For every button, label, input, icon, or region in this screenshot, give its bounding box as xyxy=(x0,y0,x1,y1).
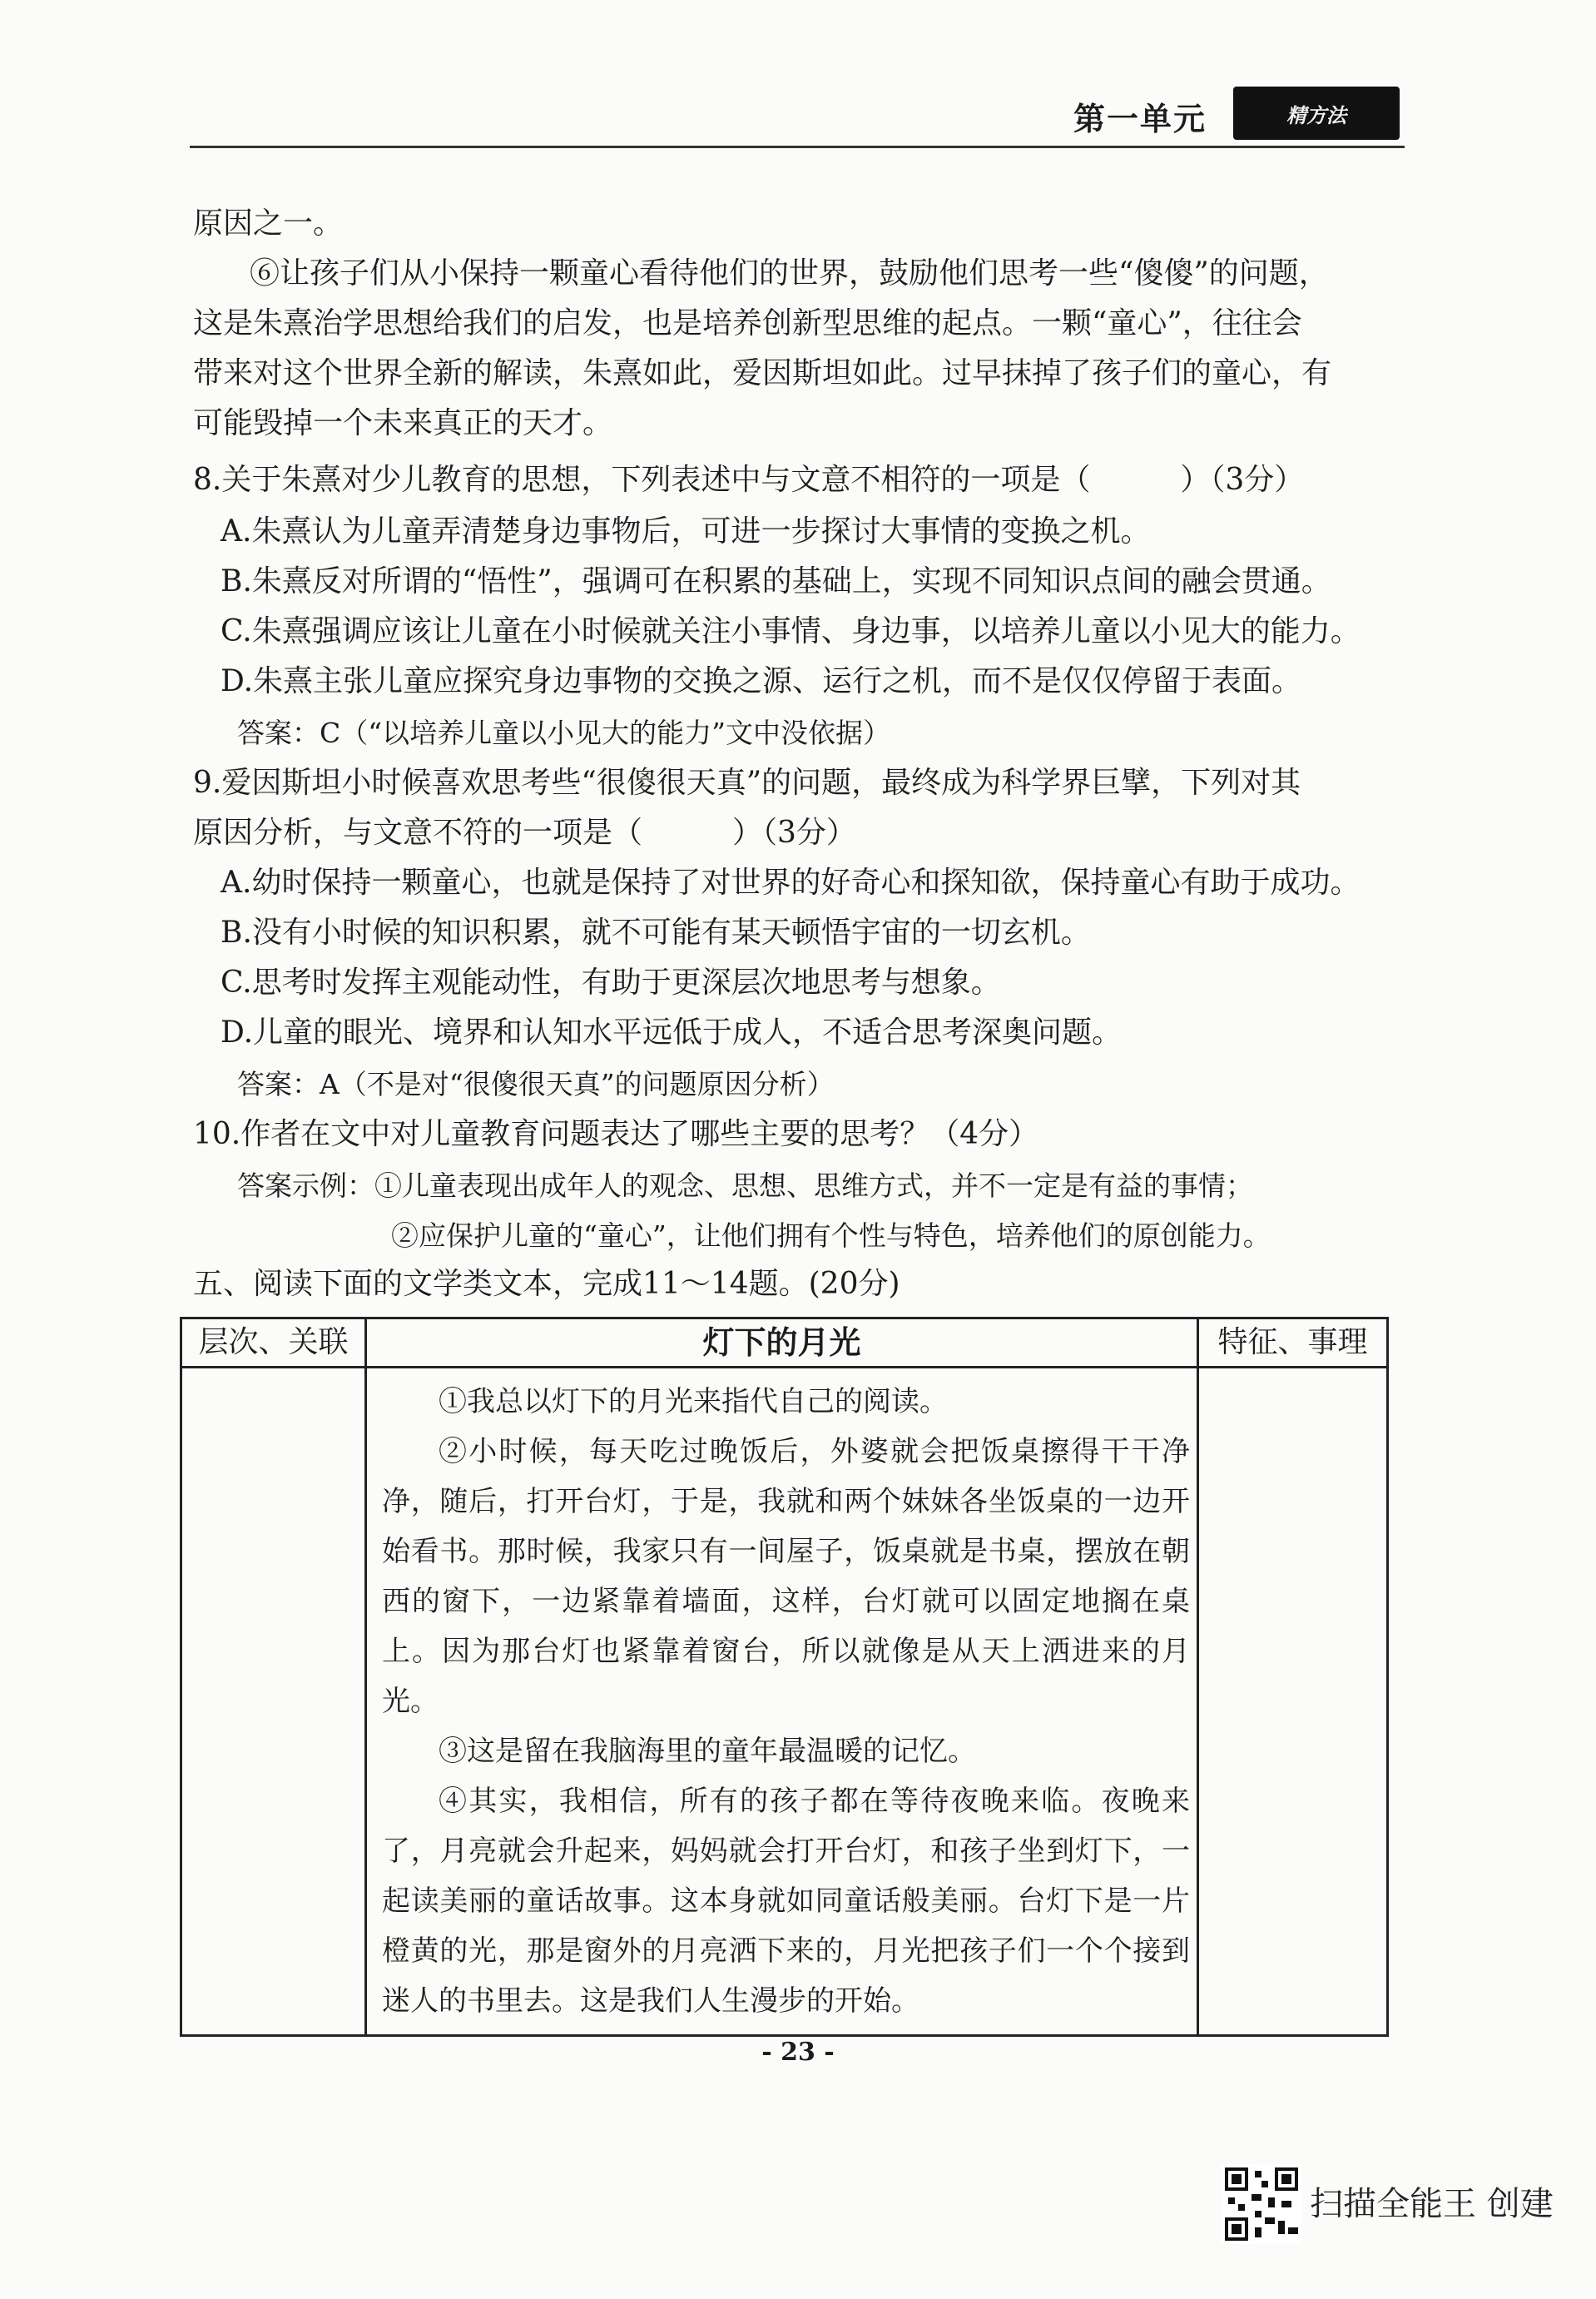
column-header-structure: 层次、关联 xyxy=(181,1318,366,1368)
question-9-stem-cont: 原因分析，与文意不符的一项是（ ）（3分） xyxy=(193,816,856,850)
question-8-option-c: C.朱熹强调应该让儿童在小时候就关注小事情、身边事，以培养儿童以小见大的能力。 xyxy=(221,614,1361,648)
question-9-answer: 答案：A（不是对“很傻很天真”的问题原因分析） xyxy=(237,1068,835,1100)
section-5-heading: 五、阅读下面的文学类文本，完成11～14题。(20分) xyxy=(193,1267,900,1301)
body-line: 可能毁掉一个未来真正的天才。 xyxy=(193,406,613,440)
passage-paragraph: ②小时候，每天吃过晚饭后，外婆就会把饭桌擦得干干净净，随后，打开台灯，于是，我就和两个妹妹各坐饭桌的一边开始看书。那时候，我家只有一间屋子，饭桌就是书桌，摆放在朝西的窗下，一边紧靠着墙面，这样，台灯就可以固定地搁在桌上。因为那台灯也紧靠着窗台，所以就像是从天上洒进来的月光。 xyxy=(382,1435,1190,1718)
body-line: ⑥让孩子们从小保持一颗童心看待他们的世界，鼓励他们思考一些“傻傻”的问题， xyxy=(250,256,1329,290)
question-9-option-c: C.思考时发挥主观能动性，有助于更深层次地思考与想象。 xyxy=(221,966,1001,1000)
qr-code-icon xyxy=(1222,2164,1301,2244)
page-number: - 23 - xyxy=(761,2038,835,2067)
question-8-option-d: D.朱熹主张儿童应探究身边事物的交换之源、运行之机，而不是仅仅停留于表面。 xyxy=(221,664,1302,698)
header-divider xyxy=(190,146,1405,148)
question-10-answer-2: ②应保护儿童的“童心”，让他们拥有个性与特色，培养他们的原创能力。 xyxy=(391,1219,1271,1252)
passage-paragraph: ③这是留在我脑海里的童年最温暖的记忆。 xyxy=(439,1735,976,1768)
body-line: 原因之一。 xyxy=(193,206,344,241)
passage-title: 灯下的月光 xyxy=(366,1318,1198,1368)
annotation-cell-right xyxy=(1198,1368,1388,2036)
passage-body xyxy=(366,1368,1198,2036)
brand-logo xyxy=(1233,87,1400,140)
question-8-stem: 8.关于朱熹对少儿教育的思想，下列表述中与文意不相符的一项是（ ）（3分） xyxy=(193,463,1305,497)
question-9-option-b: B.没有小时候的知识积累，就不可能有某天顿悟宇宙的一切玄机。 xyxy=(221,916,1091,950)
body-line: 这是朱熹治学思想给我们的启发，也是培养创新型思维的起点。一颗“童心”，往往会 xyxy=(193,306,1302,340)
reading-table xyxy=(180,1317,1389,2037)
question-9-option-a: A.幼时保持一颗童心，也就是保持了对世界的好奇心和探知欲，保持童心有助于成功。 xyxy=(221,866,1361,900)
column-header-features: 特征、事理 xyxy=(1198,1318,1388,1368)
question-9-option-d: D.儿童的眼光、境界和认知水平远低于成人，不适合思考深奥问题。 xyxy=(221,1015,1123,1050)
question-8-option-b: B.朱熹反对所谓的“悟性”，强调可在积累的基础上，实现不同知识点间的融会贯通。 xyxy=(221,564,1331,598)
question-10-stem: 10.作者在文中对儿童教育问题表达了哪些主要的思考？（4分） xyxy=(193,1117,1039,1151)
brand-logo-text: 精方法 xyxy=(1286,102,1346,127)
question-10-answer-1: 答案示例：①儿童表现出成年人的观念、思想、思维方式，并不一定是有益的事情； xyxy=(237,1169,1253,1202)
body-line: 带来对这个世界全新的解读，朱熹如此，爱因斯坦如此。过早抹掉了孩子们的童心，有 xyxy=(193,356,1332,390)
question-9-stem: 9.爱因斯坦小时候喜欢思考些“很傻很天真”的问题，最终成为科学界巨擘，下列对其 xyxy=(193,766,1301,800)
scanner-watermark: 扫描全能王 创建 xyxy=(1310,2185,1554,2223)
passage-paragraph: ①我总以灯下的月光来指代自己的阅读。 xyxy=(439,1385,948,1418)
question-8-answer: 答案：C（“以培养儿童以小见大的能力”文中没依据） xyxy=(237,717,890,749)
question-8-option-a: A.朱熹认为儿童弄清楚身边事物后，可进一步探讨大事情的变换之机。 xyxy=(221,514,1151,549)
unit-title: 第一单元 xyxy=(1073,101,1207,137)
passage-paragraph: ④其实，我相信，所有的孩子都在等待夜晚来临。夜晚来了，月亮就会升起来，妈妈就会打开台灯，和孩子坐到灯下，一起读美丽的童话故事。这本身就如同童话般美丽。台灯下是一片橙黄的光，那是窗外的月亮洒下来的，月光把孩子们一个个接到迷人的书里去。这是我们人生漫步的开始。 xyxy=(382,1785,1190,2018)
annotation-cell-left xyxy=(181,1368,366,2036)
